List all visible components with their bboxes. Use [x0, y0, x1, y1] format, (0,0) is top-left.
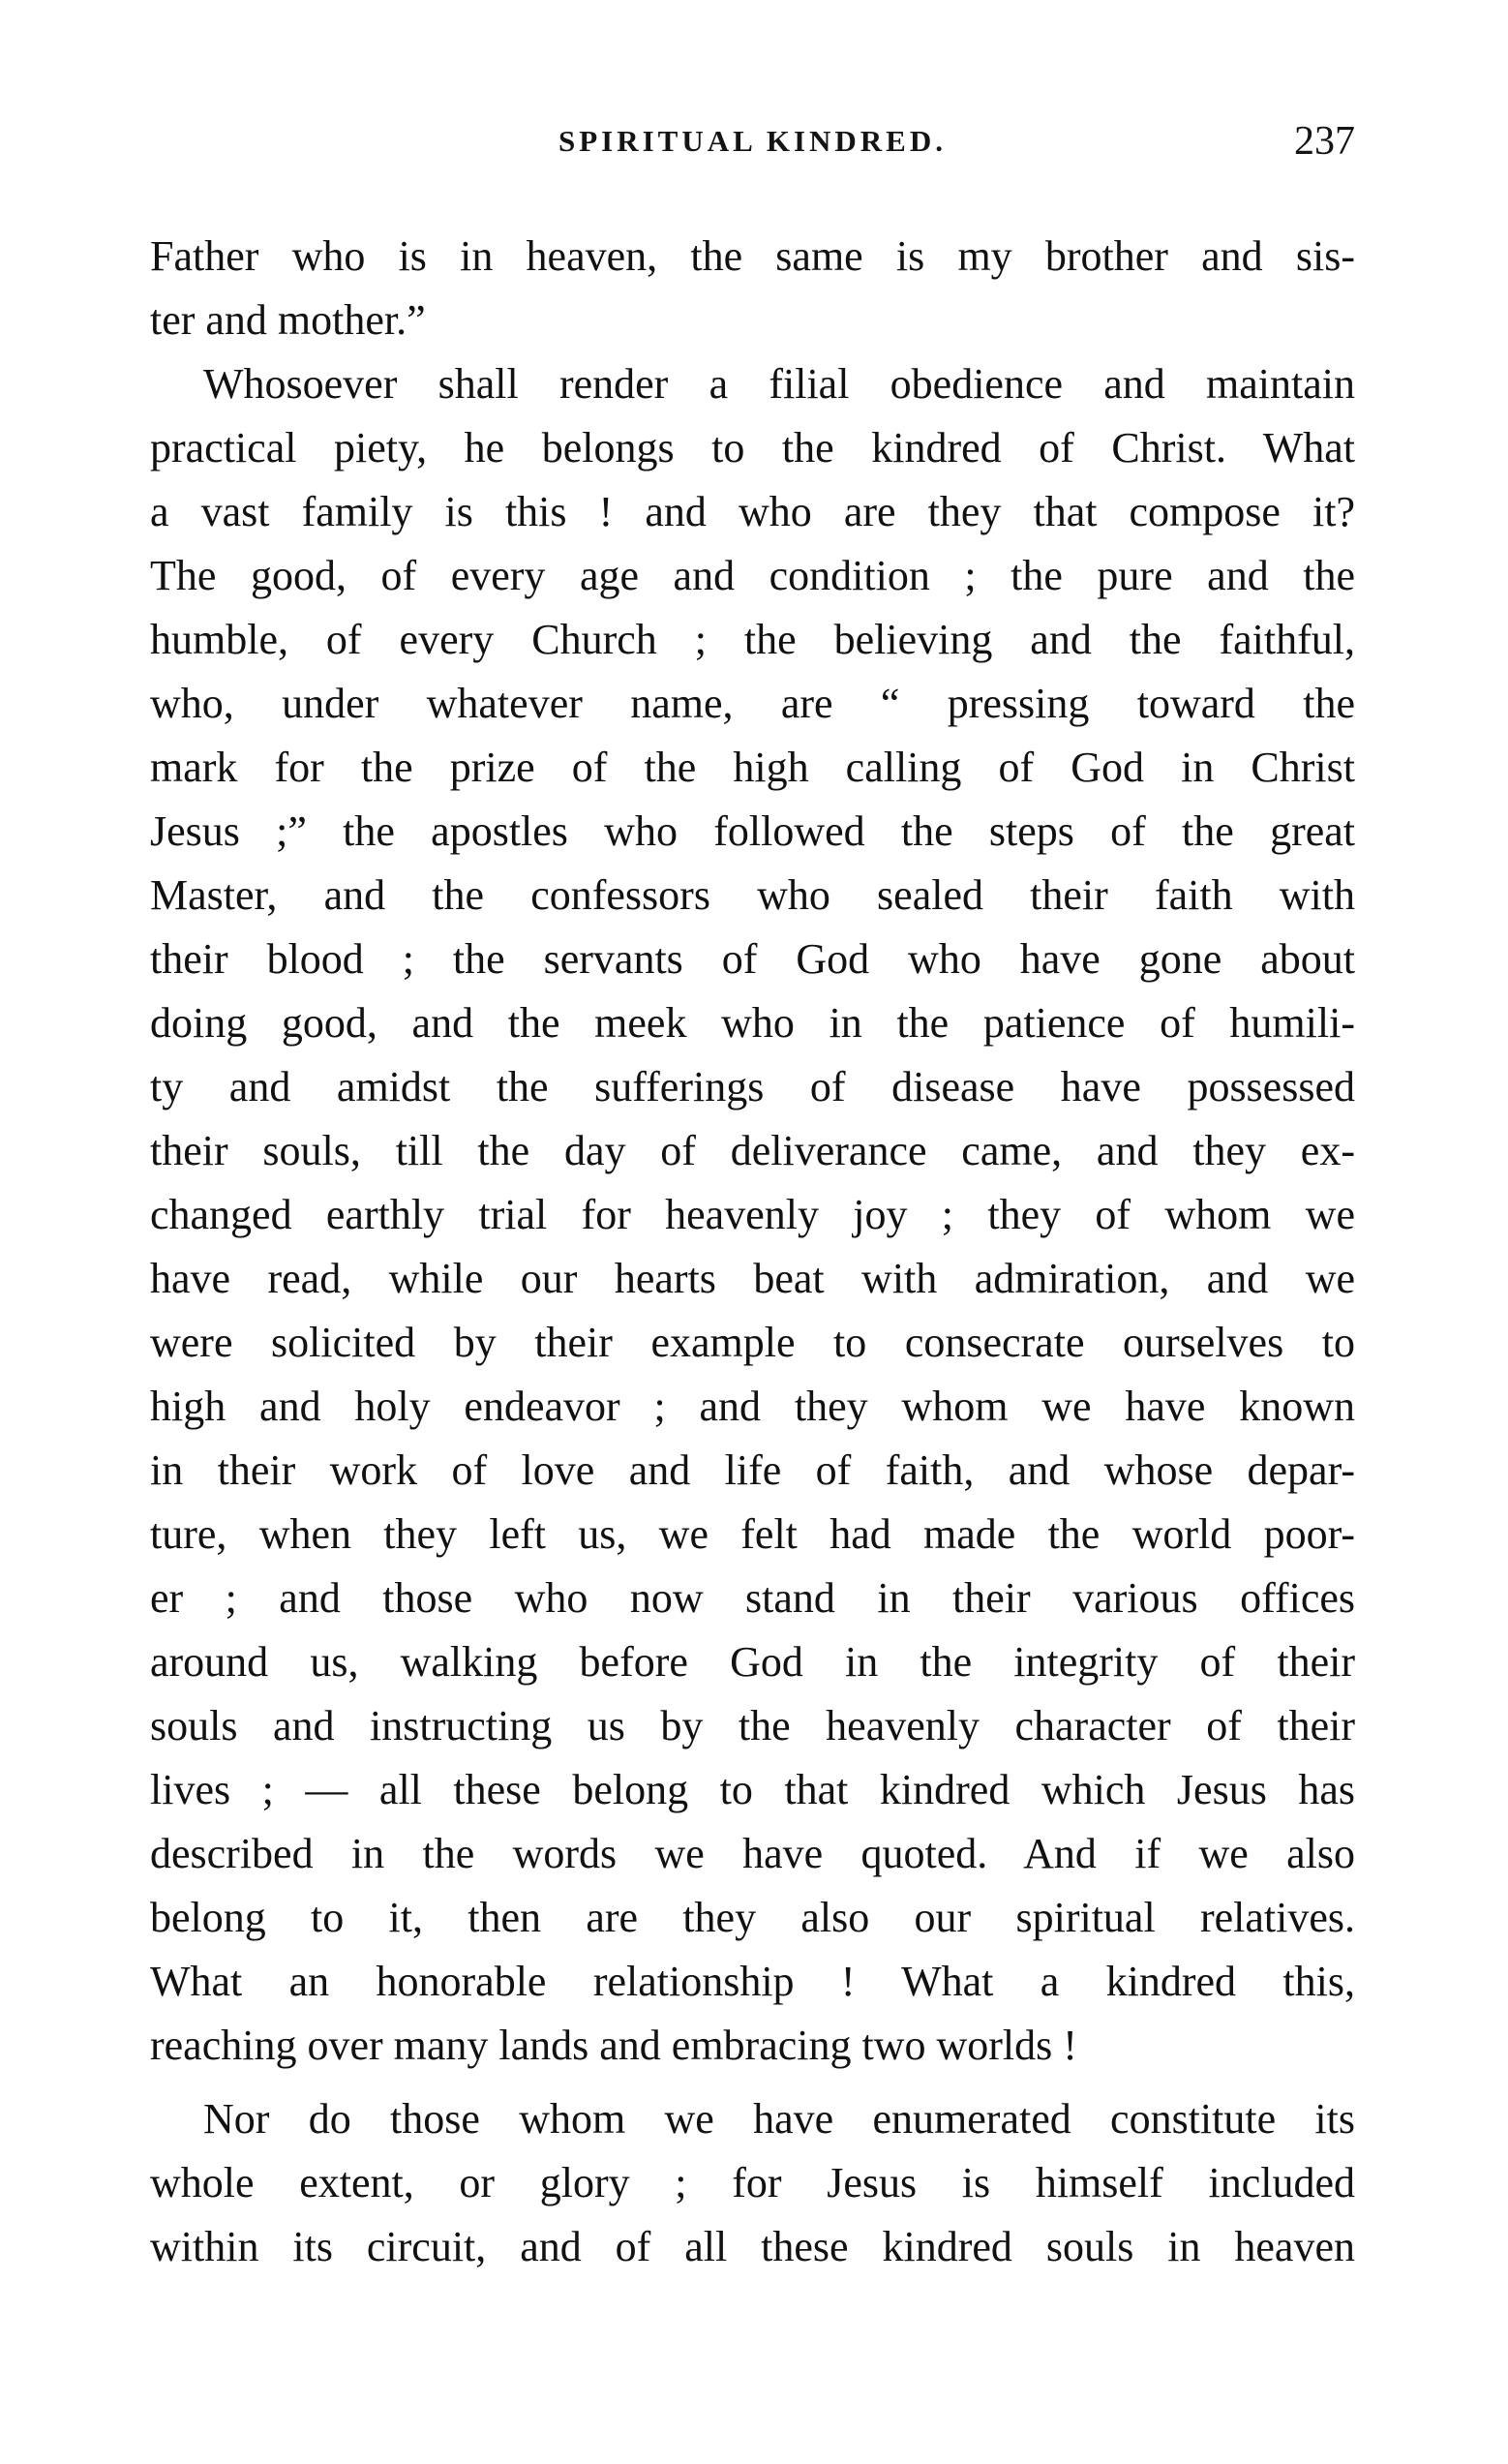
text-line: were solicited by their example to consecrate ourselves to	[150, 1319, 1355, 1366]
text-line: lives ; — all these belong to that kindred which Jesus has	[150, 1766, 1355, 1813]
text-line: have read, while our hearts beat with admiration, and we	[150, 1255, 1355, 1302]
body-text	[150, 225, 1355, 2355]
text-line: Whosoever shall render a filial obedience and maintain	[203, 360, 1355, 408]
page-number: 237	[1294, 119, 1355, 164]
text-line: practical piety, he belongs to the kindred of Christ. What	[150, 424, 1355, 472]
text-line: described in the words we have quoted. And if we also	[150, 1830, 1355, 1877]
page-header	[150, 118, 1355, 176]
text-line: er ; and those who now stand in their various offices	[150, 1574, 1355, 1622]
text-line: humble, of every Church ; the believing and the faithful,	[150, 616, 1355, 663]
text-line: high and holy endeavor ; and they whom we have known	[150, 1383, 1355, 1430]
text-line: Master, and the confessors who sealed their faith with	[150, 871, 1355, 919]
text-line: The good, of every age and condition ; the pure and the	[150, 552, 1355, 599]
text-line: doing good, and the meek who in the patience of humili-	[150, 999, 1355, 1047]
text-line: What an honorable relationship ! What a kindred this,	[150, 1958, 1355, 2005]
text-line: belong to it, then are they also our spiritual relatives.	[150, 1894, 1355, 1941]
text-line: Nor do those whom we have enumerated constitute its	[203, 2095, 1355, 2143]
text-line: ty and amidst the sufferings of disease have possessed	[150, 1063, 1355, 1110]
text-line: a vast family is this ! and who are they that compose it?	[150, 488, 1355, 535]
text-line: reaching over many lands and embracing two worlds !	[150, 2022, 1077, 2069]
text-line: Jesus ;” the apostles who followed the steps of the great	[150, 807, 1355, 855]
text-line: their souls, till the day of deliverance came, and they ex-	[150, 1127, 1355, 1174]
text-line: who, under whatever name, are “ pressing toward the	[150, 680, 1355, 727]
running-head: SPIRITUAL KINDRED.	[558, 124, 947, 158]
text-line: their blood ; the servants of God who have gone about	[150, 935, 1355, 983]
text-line: Father who is in heaven, the same is my brother and sis-	[150, 232, 1355, 280]
text-line: within its circuit, and of all these kindred souls in heaven	[150, 2223, 1355, 2270]
text-line: whole extent, or glory ; for Jesus is himself included	[150, 2159, 1355, 2206]
text-line: ture, when they left us, we felt had made the world poor-	[150, 1510, 1355, 1558]
text-line: mark for the prize of the high calling of God in Christ	[150, 744, 1355, 791]
text-line: ter and mother.”	[150, 296, 426, 344]
text-line: in their work of love and life of faith, and whose depar-	[150, 1446, 1355, 1494]
text-line: around us, walking before God in the integrity of their	[150, 1638, 1355, 1686]
text-line: changed earthly trial for heavenly joy ; they of whom we	[150, 1191, 1355, 1238]
text-line: souls and instructing us by the heavenly character of their	[150, 1702, 1355, 1749]
